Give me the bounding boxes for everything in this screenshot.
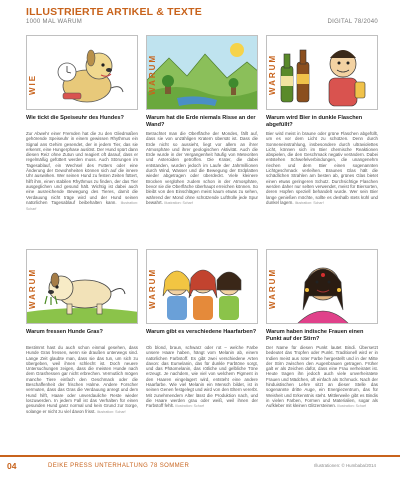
article-card-bindi: WARUM Warum haben indische Frauen einen Punkt auf der Stirn? Der Name für diesen Punkt lautet Bindi. Übersetzt bedeutet das Tropfen oder Punkt. Traditionell wird er in Indien meist aus roter Farbe hergestellt und in der Mitte der Stirn zwischen den Augenbrauen getragen. Früher galt er als Zeichen dafür, dass eine Frau verheiratet ist. Heute tragen ihn jedoch auch viele unverheiratete Frauen und Mädchen, oft einfach als Schmuck. Nach der hinduistischen Lehre sitzt an dieser Stelle das sogenannte dritte Auge, ein Energiezentrum, das für Weisheit und Erkenntnis steht. Mittlerweile gibt es Bindis in vielen Farben, Formen und Materialien, sogar als Aufkleber mit kleinen Glitzersteinen. Illustration: Scharf (266, 249, 378, 445)
page-subtitle: 1000 MAL WARUM (26, 19, 83, 25)
article-title: Warum haben indische Frauen einen Punkt auf der Stirn? (266, 329, 364, 342)
article-source: Illustration: Scharf (175, 404, 204, 409)
article-source: Illustration: Scharf (26, 200, 138, 212)
beer-bottles-illustration (266, 35, 378, 110)
article-title: Warum gibt es verschiedene Haarfarben? (146, 329, 257, 335)
article-body: Bier wird meist in braune oder grüne Flaschen abgefüllt, um es vor dem Licht zu schützen. Denn durch Sonneneinstrahlung, insbesondere durch ultraviolettes Licht, können sich im Bier chemische Reaktionen abspielen, die den Geschmack negativ verändern. Dabei entstehen Schwefelverbindungen, die unangenehm riechen und dem Bier einen sogenannten Lichtgeschmack verleihen. Braunes Glas hält die schädlichen Strahlen am besten ab, grünes Glas bietet einen etwas geringeren Schutz. Durchsichtige Flaschen werden daher nur selten verwendet, meist für Biersorten, deren Hopfen speziell behandelt wurde. Wer sein Bier lange genießen möchte, sollte es deshalb stets kühl und dunkel lagern. Illustration: Scharf (266, 131, 378, 205)
article-title: Warum fressen Hunde Gras? (26, 329, 103, 335)
article-title: Warum wird Bier in dunkle Flaschen abgefüllt? (266, 115, 363, 128)
article-source: Illustration: Scharf (294, 200, 324, 205)
article-body: Bestimmt hast du auch schon einmal gesehen, dass Hunde Gras fressen, wenn sie draußen unterwegs sind. Lange Zeit glaubte man, dass sie das tun, um sich zu übergeben, weil ihnen schlecht ist. Doch neuere Untersuchungen zeigen, dass die meisten Hunde nach dem Grasfressen gar nicht erbrechen. Vermutlich mögen manche Tiere einfach den Geschmack oder die Beschaffenheit der frischen Halme. Andere Forscher vermuten, dass das Gras die Verdauung anregt und dem Hund hilft, Haare oder unverdauliche Reste wieder loszuwerden. In jedem Fall ist das Verhalten für einen gesunden Hund ganz normal und kein Grund zur Sorge, solange er nicht zu viel davon frisst. Illustration: Scharf (26, 345, 138, 414)
article-source: Illustration: Scharf (164, 200, 193, 205)
dog-grass-illustration (26, 249, 138, 324)
article-card-earth-cracks: WARUM Warum hat die Erde niemals Risse an der Wand? Betrachtet man die Oberfläche der Mondes, fällt auf, dass sie von unzähligen Kratern übersät ist. Dass die Erde nicht so aussieht, liegt vor allem an ihrer Atmosphäre und ihrer geologischen Aktivität. Auch die Erde wurde in der Vergangenheit häufig von Meteoriten und Asteroiden getroffen. Die Krater, die dabei entstanden, wurden jedoch im Laufe der Jahrmillionen durch Wind, Wasser und die Bewegung der Erdplatten wieder abgetragen oder überdeckt. Viele kleinere Brocken verglühen zudem schon in der Atmosphäre, bevor sie die Oberfläche überhaupt erreichen können. So bleibt von den Einschlägen meist kaum etwas zu sehen, während der Mond ohne schützende Lufthülle jede Spur bewahrt. Illustration: Scharf (146, 35, 258, 231)
landscape-illustration (146, 35, 258, 110)
article-grid (26, 35, 378, 445)
article-body: Betrachtet man die Oberfläche der Mondes, fällt auf, dass sie von unzähligen Kratern übersät ist. Dass die Erde nicht so aussieht, liegt vor allem an ihrer Atmosphäre und ihrer geologischen Aktivität. Auch die Erde wurde in der Vergangenheit häufig von Meteoriten und Asteroiden getroffen. Die Krater, die dabei entstanden, wurden jedoch im Laufe der Jahrmillionen durch Wind, Wasser und die Bewegung der Erdplatten wieder abgetragen oder überdeckt. Viele kleinere Brocken verglühen zudem schon in der Atmosphäre, bevor sie die Oberfläche überhaupt erreichen können. So bleibt von den Einschlägen meist kaum etwas zu sehen, während der Mond ohne schützende Lufthülle jede Spur bewahrt. Illustration: Scharf (146, 131, 258, 205)
article-card-dog-clock: WIE Wie tickt die Speiseuhr des Hundes? Zur Abwehr einer Fremden hat die zu den Gliedmaßen gehörende Speiseuhr in einem gewissen Rhythmus ein Signal ans Gehirn gesendet, der in jedem Tier, das sie erkennt, eine Hungerphase auslöst. Der Hund spürt dann diesen Reiz ohne Zutun und reagiert oft darauf, dass er regelmäßig gefüttert werden muss. Auch Störungen im Tagesablauf, ein Wechsel des Futters oder eine Änderung der Gewohnheiten können sich auf die innere Uhr auswirken. Wer seinen Hund zu festen Zeiten füttert, hilft ihm, einen stabilen Rhythmus zu finden, der das Tier ausgeglichen und gesund hält. Wichtig ist dabei auch eine ausreichende Bewegung des Tieres, damit die Verdauung nicht träge wird und der Hund seinen natürlichen Tagesablauf beibehalten kann. Illustration: Scharf (26, 35, 138, 231)
magazine-name: DEIKE PRESS UNTERHALTUNG 78 SOMMER (48, 463, 190, 469)
article-card-hair-colors: WARUM Warum gibt es verschiedene Haarfarben? Ob blond, braun, schwarz oder rot – welche Farbe unsere Haare haben, hängt vom Melanin ab, einem natürlichen Farbstoff. Es gibt zwei verschiedene Arten davon: das Eumelanin, das für dunkle Farbtöne sorgt, und das Phäomelanin, das rötliche und gelbliche Töne erzeugt. Je nachdem, wie viel von welchem Pigment in den Haaren eingelagert wird, entsteht eine andere Haarfarbe. Wie viel Melanin ein Mensch bildet, ist in seinen Genen festgelegt und wird von den Eltern vererbt. Mit zunehmendem Alter lässt die Produktion nach, und die Haare werden grau oder weiß, weil ihnen der Farbstoff fehlt. Illustration: Scharf (146, 249, 258, 445)
article-body: Ob blond, braun, schwarz oder rot – welche Farbe unsere Haare haben, hängt vom Melanin ab, einem natürlichen Farbstoff. Es gibt zwei verschiedene Arten davon: das Eumelanin, das für dunkle Farbtöne sorgt, und das Phäomelanin, das rötliche und gelbliche Töne erzeugt. Je nachdem, wie viel von welchem Pigment in den Haaren eingelagert wird, entsteht eine andere Haarfarbe. Wie viel Melanin ein Mensch bildet, ist in seinen Genen festgelegt und wird von den Eltern vererbt. Mit zunehmendem Alter lässt die Produktion nach, und die Haare werden grau oder weiß, weil ihnen der Farbstoff fehlt. Illustration: Scharf (146, 345, 258, 409)
hair-colors-illustration (146, 249, 258, 324)
section-label: DIGITAL 78/2040 (327, 19, 378, 25)
page-footer (0, 455, 400, 477)
copyright-note: Illustrationen: © Humbaba/2014 (314, 463, 376, 468)
bindi-illustration (266, 249, 378, 324)
article-card-dogs-eat-grass: WARUM Warum fressen Hunde Gras? Bestimmt hast du auch schon einmal gesehen, dass Hunde Gras fressen, wenn sie draußen unterwegs sind. Lange Zeit glaubte man, dass sie das tun, um sich zu übergeben, weil ihnen schlecht ist. Doch neuere Untersuchungen zeigen, dass die meisten Hunde nach dem Grasfressen gar nicht erbrechen. Vermutlich mögen manche Tiere einfach den Geschmack oder die Beschaffenheit der frischen Halme. Andere Forscher vermuten, dass das Gras die Verdauung anregt und dem Hund hilft, Haare oder unverdauliche Reste wieder loszuwerden. In jedem Fall ist das Verhalten für einen gesunden Hund ganz normal und kein Grund zur Sorge, solange er nicht zu viel davon frisst. Illustration: Scharf (26, 249, 138, 445)
article-body: Der Name für diesen Punkt lautet Bindi. Übersetzt bedeutet das Tropfen oder Punkt. Traditionell wird er in Indien meist aus roter Farbe hergestellt und in der Mitte der Stirn zwischen den Augenbrauen getragen. Früher galt er als Zeichen dafür, dass eine Frau verheiratet ist. Heute tragen ihn jedoch auch viele unverheiratete Frauen und Mädchen, oft einfach als Schmuck. Nach der hinduistischen Lehre sitzt an dieser Stelle das sogenannte dritte Auge, ein Energiezentrum, das für Weisheit und Erkenntnis steht. Mittlerweile gibt es Bindis in vielen Farben, Formen und Materialien, sogar als Aufkleber mit kleinen Glitzersteinen. Illustration: Scharf (266, 345, 378, 409)
page-number: 04 (7, 461, 17, 471)
article-title: Warum hat die Erde niemals Risse an der Wand? (146, 115, 256, 128)
article-source: Illustration: Scharf (96, 409, 126, 414)
page-header (26, 6, 378, 28)
article-source: Illustration: Scharf (337, 404, 367, 409)
article-title: Wie tickt die Speiseuhr des Hundes? (26, 115, 124, 121)
page-title: ILLUSTRIERTE ARTIKEL & TEXTE (26, 6, 202, 18)
article-body: Zur Abwehr einer Fremden hat die zu den Gliedmaßen gehörende Speiseuhr in einem gewissen Rhythmus ein Signal ans Gehirn gesendet, der in jedem Tier, das sie erkennt, eine Hungerphase auslöst. Der Hund spürt dann diesen Reiz ohne Zutun und reagiert oft darauf, dass er regelmäßig gefüttert werden muss. Auch Störungen im Tagesablauf, ein Wechsel des Futters oder eine Änderung der Gewohnheiten können sich auf die innere Uhr auswirken. Wer seinen Hund zu festen Zeiten füttert, hilft ihm, einen stabilen Rhythmus zu finden, der das Tier ausgeglichen und gesund hält. Wichtig ist dabei auch eine ausreichende Bewegung des Tieres, damit die Verdauung nicht träge wird und der Hund seinen natürlichen Tagesablauf beibehalten kann. Illustration: Scharf (26, 131, 138, 212)
article-card-beer-bottles: WARUM Warum wird Bier in dunkle Flaschen abgefüllt? Bier wird meist in braune oder grüne Flaschen abgefüllt, um es vor dem Licht zu schützen. Denn durch Sonneneinstrahlung, insbesondere durch ultraviolettes Licht, können sich im Bier chemische Reaktionen abspielen, die den Geschmack negativ verändern. Dabei entstehen Schwefelverbindungen, die unangenehm riechen und dem Bier einen sogenannten Lichtgeschmack verleihen. Braunes Glas hält die schädlichen Strahlen am besten ab, grünes Glas bietet einen etwas geringeren Schutz. Durchsichtige Flaschen werden daher nur selten verwendet, meist für Biersorten, deren Hopfen speziell behandelt wurde. Wer sein Bier lange genießen möchte, sollte es deshalb stets kühl und dunkel lagern. Illustration: Scharf (266, 35, 378, 231)
dog-clock-illustration (26, 35, 138, 110)
